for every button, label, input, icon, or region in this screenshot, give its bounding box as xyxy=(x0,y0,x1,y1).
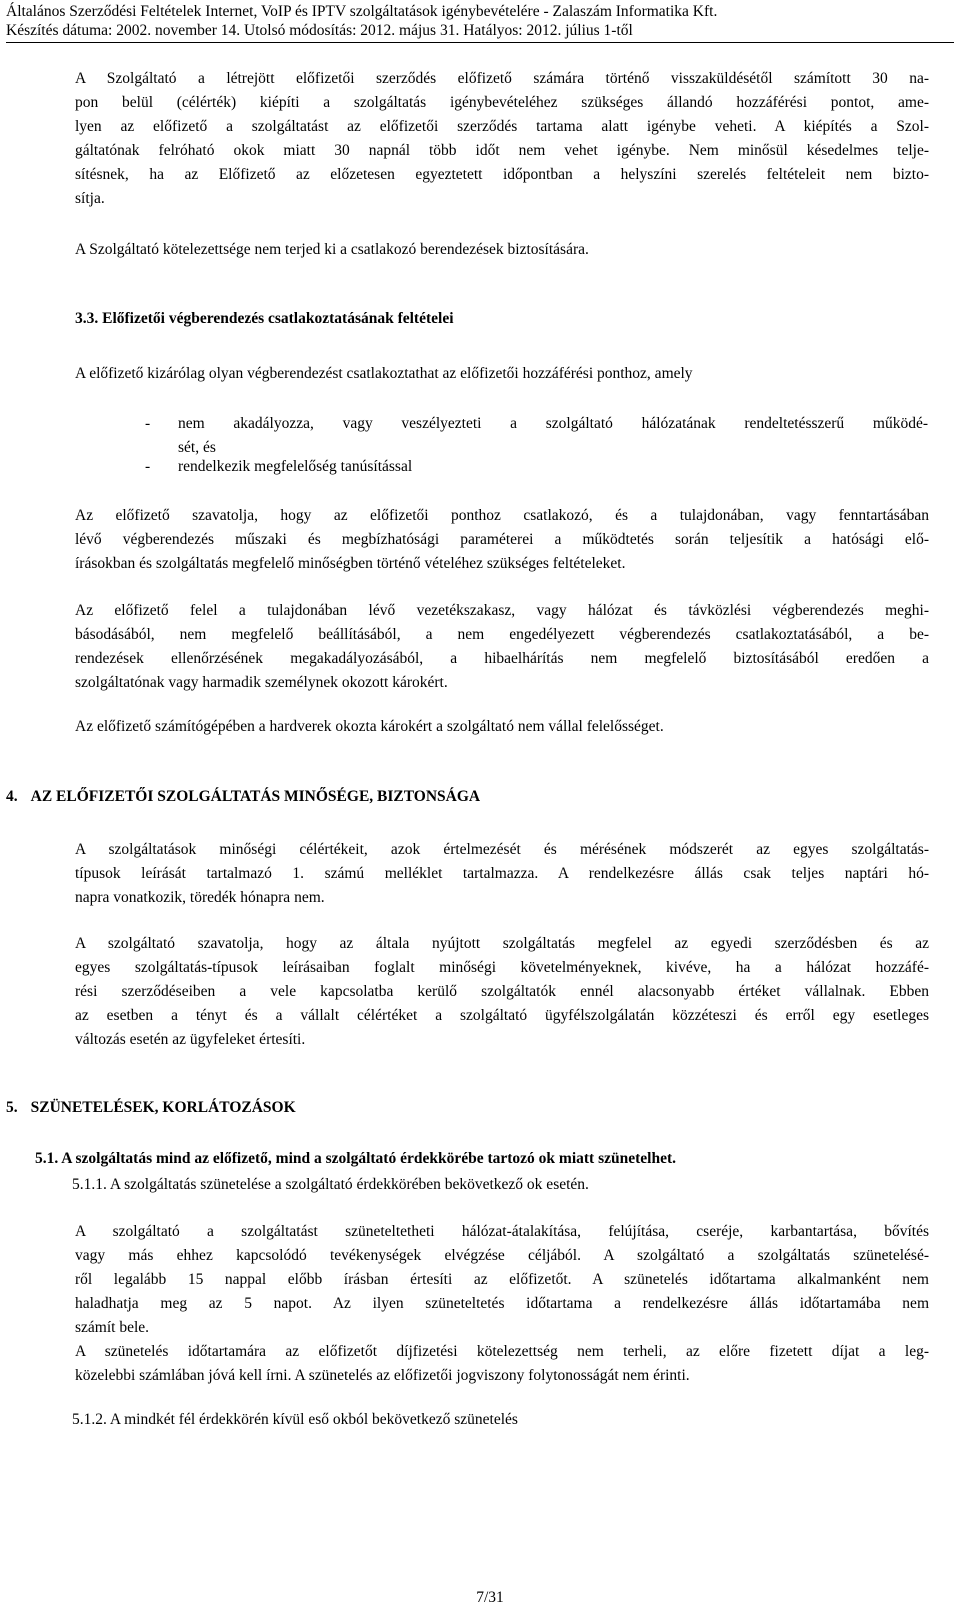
section-number: 4. xyxy=(6,788,18,805)
section-heading-5-1: 5.1. A szolgáltatás mind az előfizető, mind a szolgáltató érdekkörébe tartozó ok miatt szünetelhet. xyxy=(35,1150,677,1167)
section-number: 5. xyxy=(6,1099,18,1116)
paragraph-warranty: Az előfizető szavatolja, hogy az előfizetői ponthoz csatlakozó, és a tulajdonában, vagy fenntartásában lévő végberendezés műszaki és megbízhatósági paraméterei a működtetés során teljesítik a hatósági elő- írásokban és szolgáltatás megfelelő minőségben történő vételéhez szükséges feltételeket. xyxy=(75,507,929,572)
list-item: - rendelkezik megfelelőség tanúsítással xyxy=(145,458,413,475)
paragraph-suspension: A szolgáltató a szolgáltatást szüneteltetheti hálózat-átalakítása, felújítása, cseréje, karbantartása, bővítés vagy más ehhez kapcsolódó tevékenységek elvégzése céljából. A szolgáltató a szolgáltatás szünetelésé- ről legalább 15 nappal előbb írásban értesíti az előfizetőt. A szünetelés időtartama alkalmanként nem haladhatja meg az 5 napot. Az ilyen szüneteltetés időtartama a rendelkezésre állás időtartamába nem számít bele. A szünetelés időtartamára az előfizetőt díjfizetési kötelezettség nem terheli, az előre fizetett díjat a leg- közelebbi számlában jóvá kell írni. A szünetelés az előfizetői jogviszony folytonosságát nem érinti. xyxy=(75,1223,929,1384)
page-number: 7/31 xyxy=(476,1589,504,1606)
header-dates: Készítés dátuma: 2002. november 14. Utolsó módosítás: 2012. május 31. Hatályos: 2012. július 1-től xyxy=(6,22,633,39)
section-title: SZÜNETELÉSEK, KORLÁTOZÁSOK xyxy=(30,1099,296,1116)
section-heading-5 xyxy=(6,1096,296,1120)
paragraph-quality-warranty: A szolgáltató szavatolja, hogy az általa nyújtott szolgáltatás megfelel az egyedi szerződésben és az egyes szolgáltatás-típusok leírásaiban foglalt minőségi követelményeknek, kivéve, ha a hálózat hozzáfé- rési szerződéseiben a vele kapcsolatba kerülő szolgáltatók ennél alacsonyabb értéket vállalnak. Ebben az esetben a tényt és a vállalt célértéket a szolgáltató ügyfélszolgálatán közzéteszi és erről egy esetleges változás esetén az ügyfeleket értesíti. xyxy=(75,935,929,1048)
paragraph-quality-targets: A szolgáltatások minőségi célértékeit, azok értelmezését és mérésének módszerét az egyes szolgáltatás- típusok leírását tartalmazó 1. számú melléklet tartalmazza. A rendelkezésre állás csak teljes naptári hó- napra vonatkozik, töredék hónapra nem. xyxy=(75,841,929,906)
paragraph-liability: Az előfizető felel a tulajdonában lévő vezetékszakasz, vagy hálózat és távközlési végberendezés meghi- básodásából, nem megfelelő beállításából, a nem engedélyezett végberendezés csatlakoztatásából, a be- rendezések ellenőrzésének megakadályozásából, a hibaelhárítás nem megfelelő biztosításából eredően a szolgáltatónak vagy harmadik személynek okozott károkért. xyxy=(75,602,929,691)
section-heading-3-3: 3.3. Előfizetői végberendezés csatlakoztatásának feltételei xyxy=(75,310,454,327)
paragraph-equipment-obligation: A Szolgáltató kötelezettsége nem terjed ki a csatlakozó berendezések biztosítására. xyxy=(75,241,589,258)
section-heading-4 xyxy=(6,785,480,809)
subsection-5-1-1: 5.1.1. A szolgáltatás szünetelése a szolgáltató érdekkörében bekövetkező ok esetén. xyxy=(72,1176,589,1193)
document-header xyxy=(6,2,954,43)
subsection-5-1-2: 5.1.2. A mindkét fél érdekkörén kívül eső okból bekövetkező szünetelés xyxy=(72,1411,518,1428)
section-title: AZ ELŐFIZETŐI SZOLGÁLTATÁS MINŐSÉGE, BIZTONSÁGA xyxy=(30,788,481,805)
paragraph-terminal-conditions: A előfizető kizárólag olyan végberendezést csatlakoztathat az előfizetői hozzáférési ponthoz, amely xyxy=(75,365,693,382)
paragraph-hardware-damage: Az előfizető számítógépében a hardverek okozta károkért a szolgáltató nem vállal felelősséget. xyxy=(75,718,664,735)
paragraph-provisioning: A Szolgáltató a létrejött előfizetői szerződés előfizető számára történő visszaküldésétől számított 30 na- pon belül (célérték) kiépíti a szolgáltatás igénybevételéhez szükséges állandó hozzáférési pontot, ame- lyen az előfizető a szolgáltatást az előfizetői szerződés tartama alatt igénybe veheti. A kiépítés a Szol- gáltatónak felróható okok miatt 30 napnál több időt nem vehet igénybe. Nem minősül késedelmes telje- sítésnek, ha az Előfizető az előzetesen egyeztetett időpontban a helyszíni szerelés feltételeit nem bizto- sítja. xyxy=(75,70,929,207)
header-title: Általános Szerződési Feltételek Internet, VoIP és IPTV szolgáltatások igénybevételére - Zalaszám Informatika Kft. xyxy=(6,3,718,20)
list-item: - nem akadályozza, vagy veszélyezteti a szolgáltató hálózatának rendeltetésszerű működé- sét, és xyxy=(145,415,928,456)
